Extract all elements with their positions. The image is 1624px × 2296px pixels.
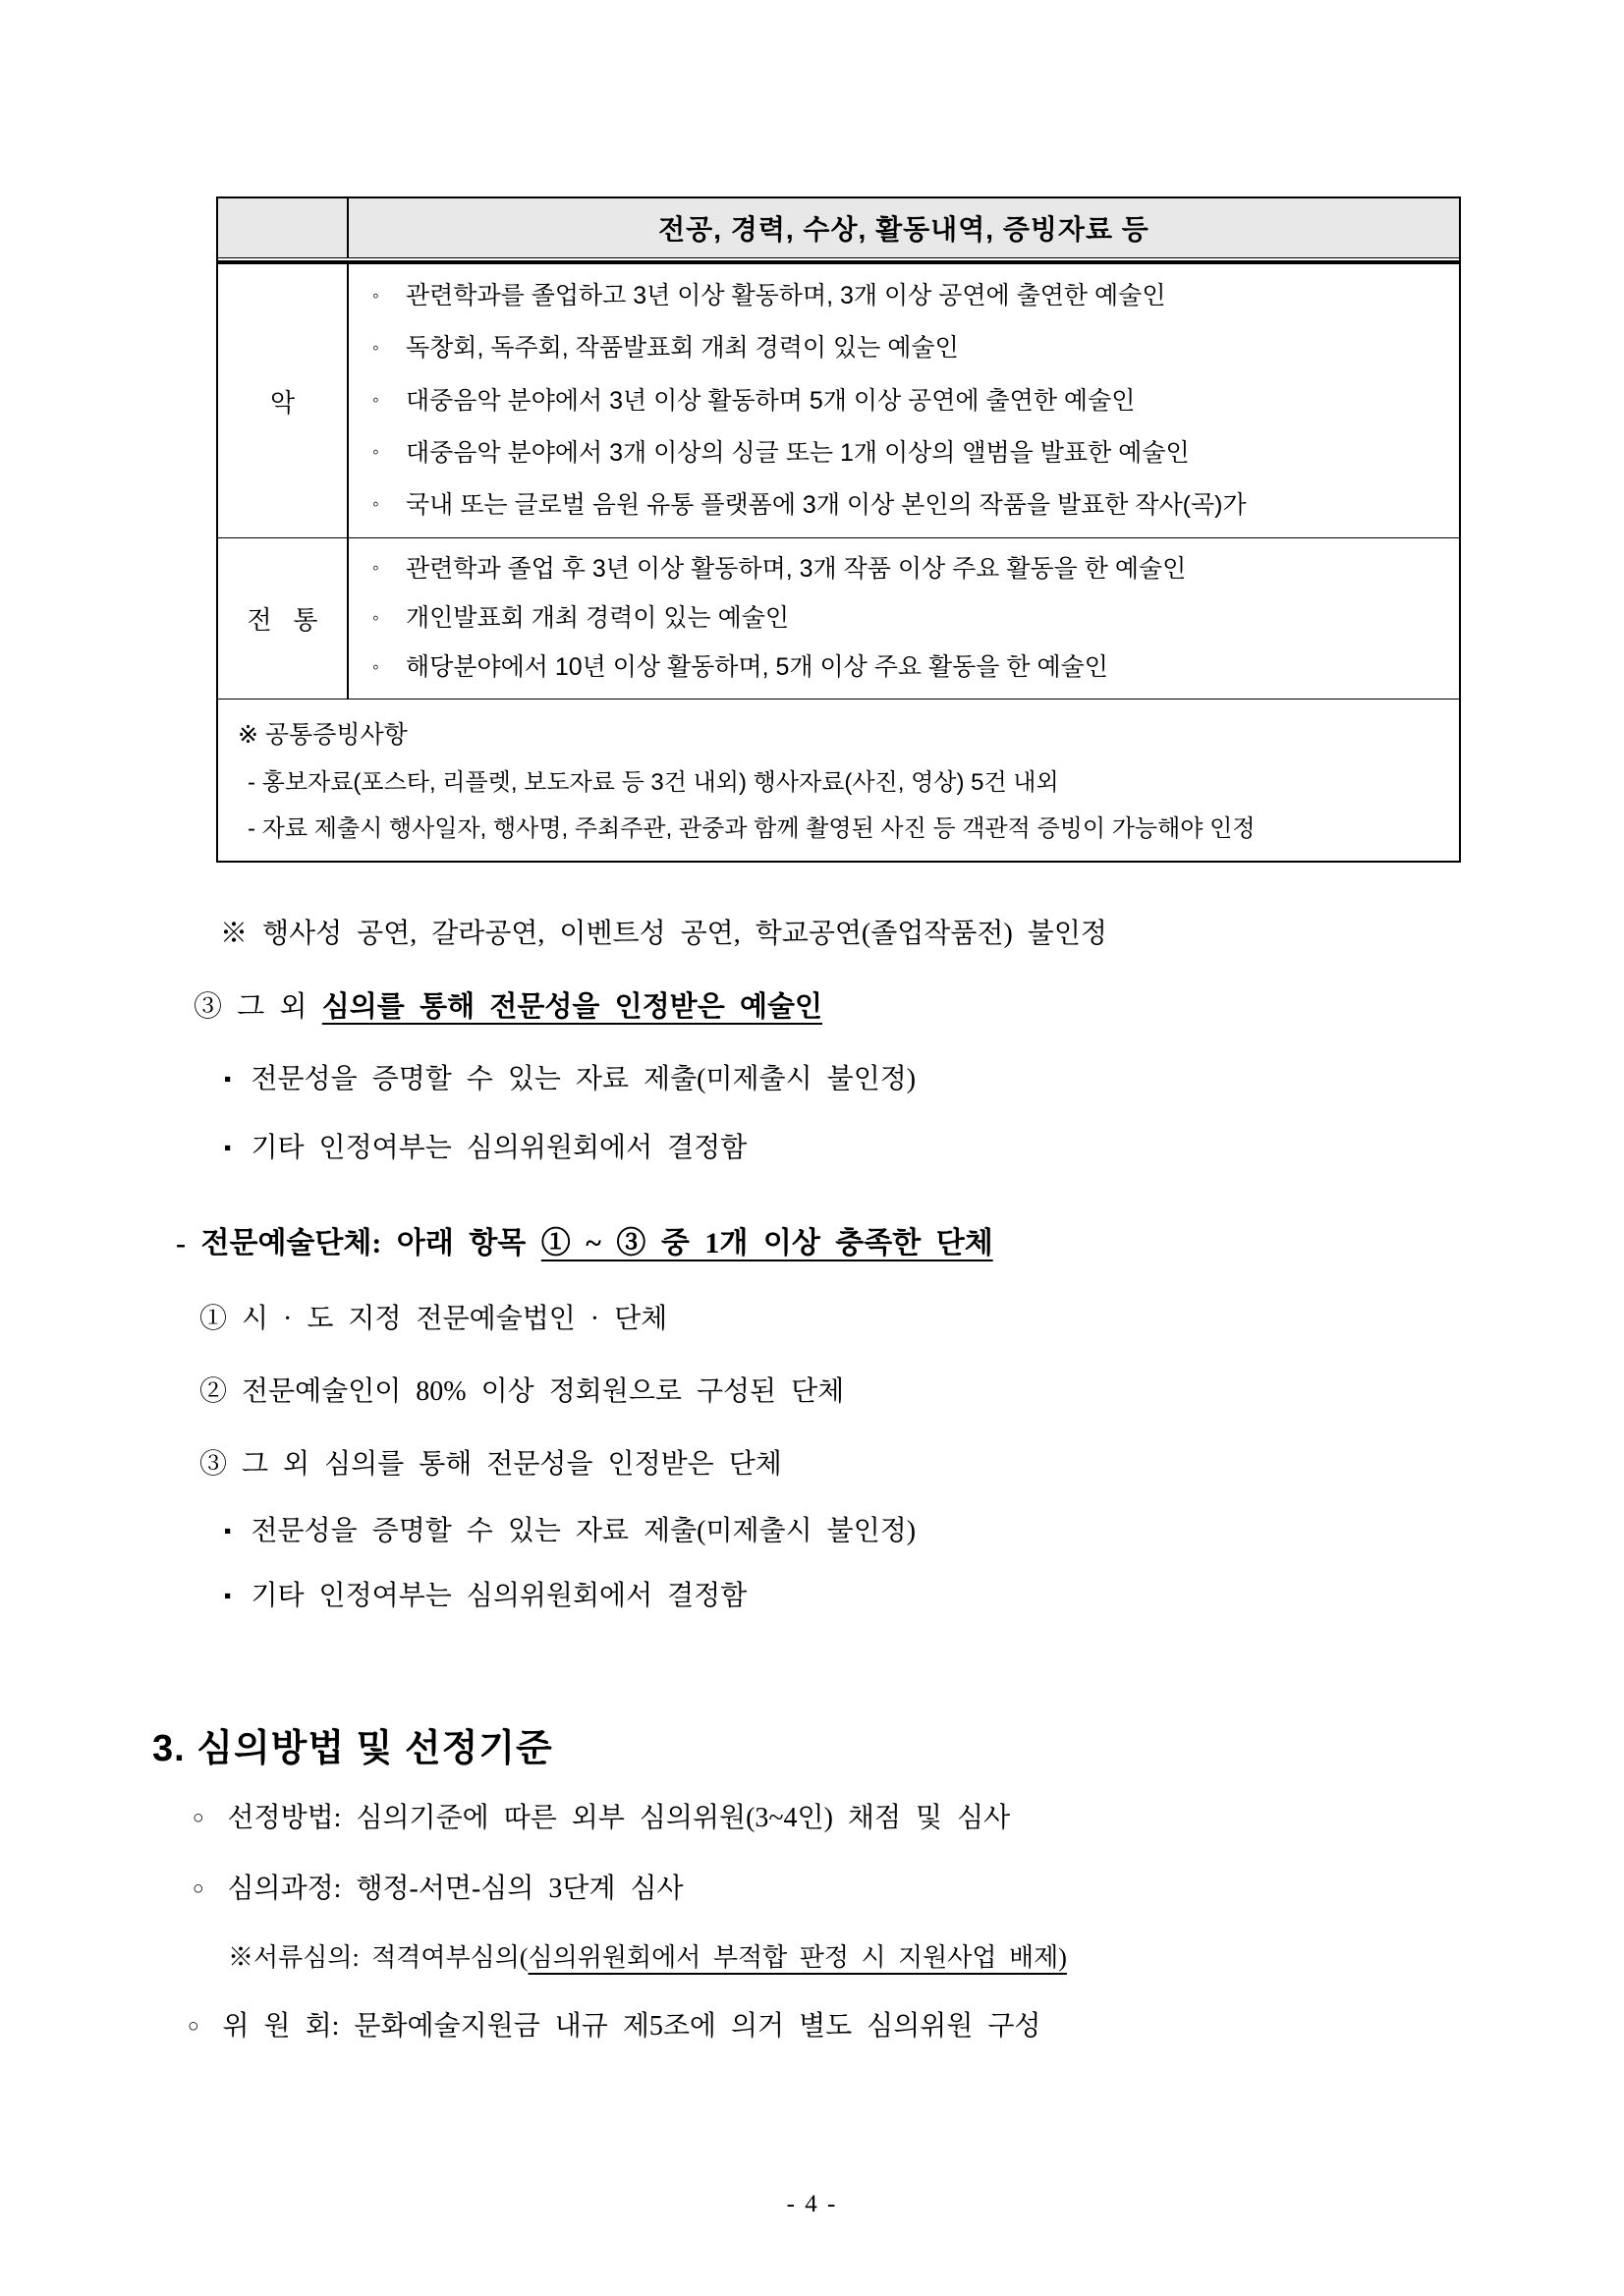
- table-header-title: 전공, 경력, 수상, 활동내역, 증빙자료 등: [658, 214, 1149, 245]
- table-header-empty-cell: [218, 198, 349, 257]
- section3-item-text: 선정방법: 심의기준에 따른 외부 심의위원(3~4인) 채점 및 심사: [227, 1803, 1011, 1833]
- table-item: [370, 387, 1453, 416]
- row-items-traditional: [349, 538, 1459, 699]
- org-heading-emphasis: ① ~ ③ 중 1개 이상 충족한 단체: [540, 1227, 993, 1260]
- circle-bullet-icon: ○: [193, 1878, 204, 1899]
- table-item: [370, 653, 1453, 682]
- committee-text: 위 원 회: 문화예술지원금 내규 제5조에 의거 별도 심의위원 구성: [222, 2011, 1041, 2042]
- org-bullet: [224, 1574, 747, 1613]
- page-number: - 4 -: [786, 2191, 838, 2217]
- bullet-circle-icon: ◦: [372, 558, 379, 580]
- artist-bullet-text: 전문성을 증명할 수 있는 자료 제출(미제출시 불인정): [251, 1064, 917, 1094]
- table-item-text: 대중음악 분야에서 3년 이상 활동하며 5개 이상 공연에 출연한 예술인: [406, 386, 1136, 415]
- section3-title: 3. 심의방법 및 선정기준: [152, 1728, 553, 1769]
- table-item: [370, 282, 1453, 310]
- table-item-text: 관련학과 졸업 후 3년 이상 활동하며, 3개 작품 이상 주요 활동을 한 예술인: [406, 554, 1187, 583]
- row-label-traditional: 전 통: [218, 538, 349, 699]
- table-item: [370, 604, 1453, 633]
- table-item-text: 독창회, 독주회, 작품발표회 개최 경력이 있는 예술인: [406, 334, 959, 363]
- table-common-row: [218, 700, 1459, 861]
- square-bullet-icon: ▪: [224, 1067, 232, 1091]
- bullet-circle-icon: ◦: [372, 390, 379, 412]
- common-proof-title: ※ 공통증빙사항: [238, 721, 408, 749]
- bullet-circle-icon: ◦: [372, 285, 379, 307]
- section3-item: [193, 1867, 684, 1906]
- square-bullet-icon: ▪: [224, 1136, 232, 1159]
- row-label-music: 악: [218, 264, 349, 537]
- artist-bullet: [224, 1057, 916, 1096]
- section3-subnote: [228, 1937, 1067, 1974]
- table-item-text: 국내 또는 글로벌 음원 유통 플랫폼에 3개 이상 본인의 작품을 발표한 작사(곡)가: [406, 490, 1247, 519]
- circle-bullet-icon: ○: [188, 2016, 199, 2037]
- org-item: ① 시 · 도 지정 전문예술법인 · 단체: [199, 1304, 668, 1334]
- org-item: ② 전문예술인이 80% 이상 정회원으로 구성된 단체: [199, 1376, 845, 1407]
- common-proof-line: - 홍보자료(포스타, 리플렛, 보도자료 등 3건 내외) 행사자료(사진, 영상) 5건 내외: [248, 769, 1059, 796]
- subnote-prefix: ※서류심의: 적격여부심의(: [228, 1943, 529, 1972]
- subnote-underlined: 심의위원회에서 부적합 판정 시 지원사업 배제): [528, 1943, 1067, 1972]
- bullet-circle-icon: ◦: [372, 607, 379, 629]
- table-item: [370, 491, 1453, 520]
- table-header-row: [218, 198, 1459, 258]
- section3-committee: [188, 2004, 1040, 2044]
- table-item: [370, 334, 1453, 363]
- table-row-traditional: [218, 538, 1459, 700]
- org-bullet-text: 기타 인정여부는 심의위원회에서 결정함: [251, 1581, 748, 1611]
- clause3-emphasis: 심의를 통해 전문성을 인정받은 예술인: [321, 991, 823, 1023]
- org-item: ③ 그 외 심의를 통해 전문성을 인정받은 단체: [199, 1449, 782, 1480]
- clause3-prefix: ③ 그 외: [194, 991, 322, 1023]
- exclusion-note: ※ 행사성 공연, 갈라공연, 이벤트성 공연, 학교공연(졸업작품전) 불인정: [220, 919, 1107, 949]
- table-item-text: 해당분야에서 10년 이상 활동하며, 5개 이상 주요 활동을 한 예술인: [406, 653, 1108, 682]
- section3-item-text: 심의과정: 행정-서면-심의 3단계 심사: [227, 1874, 684, 1904]
- org-bullet: [224, 1509, 916, 1548]
- table-row-music: [218, 264, 1459, 538]
- bullet-circle-icon: ◦: [372, 442, 379, 464]
- artist-clause3-line: [194, 984, 822, 1025]
- bullet-circle-icon: ◦: [372, 494, 379, 516]
- table-item-text: 개인발표회 개최 경력이 있는 예술인: [406, 604, 790, 633]
- qualification-table: [216, 196, 1461, 863]
- circle-bullet-icon: ○: [193, 1808, 204, 1828]
- table-item: [370, 439, 1453, 468]
- artist-bullet: [224, 1126, 747, 1165]
- square-bullet-icon: ▪: [224, 1519, 232, 1542]
- square-bullet-icon: ▪: [224, 1584, 232, 1607]
- section3-item: [193, 1796, 1010, 1835]
- table-item-text: 관련학과를 졸업하고 3년 이상 활동하며, 3개 이상 공연에 출연한 예술인: [406, 282, 1166, 310]
- artist-bullet-text: 기타 인정여부는 심의위원회에서 결정함: [251, 1133, 748, 1163]
- org-section-heading: [176, 1218, 993, 1261]
- bullet-circle-icon: ◦: [372, 337, 379, 359]
- org-heading-prefix: - 전문예술단체: 아래 항목: [176, 1227, 541, 1260]
- org-bullet-text: 전문성을 증명할 수 있는 자료 제출(미제출시 불인정): [251, 1516, 917, 1546]
- common-proof-line: - 자료 제출시 행사일자, 행사명, 주최주관, 관중과 함께 촬영된 사진 등 객관적 증빙이 가능해야 인정: [248, 815, 1256, 842]
- bullet-circle-icon: ◦: [372, 656, 379, 678]
- table-item-text: 대중음악 분야에서 3개 이상의 싱글 또는 1개 이상의 앨범을 발표한 예술인: [406, 438, 1190, 467]
- row-items-music: [349, 264, 1459, 537]
- table-item: [370, 555, 1453, 584]
